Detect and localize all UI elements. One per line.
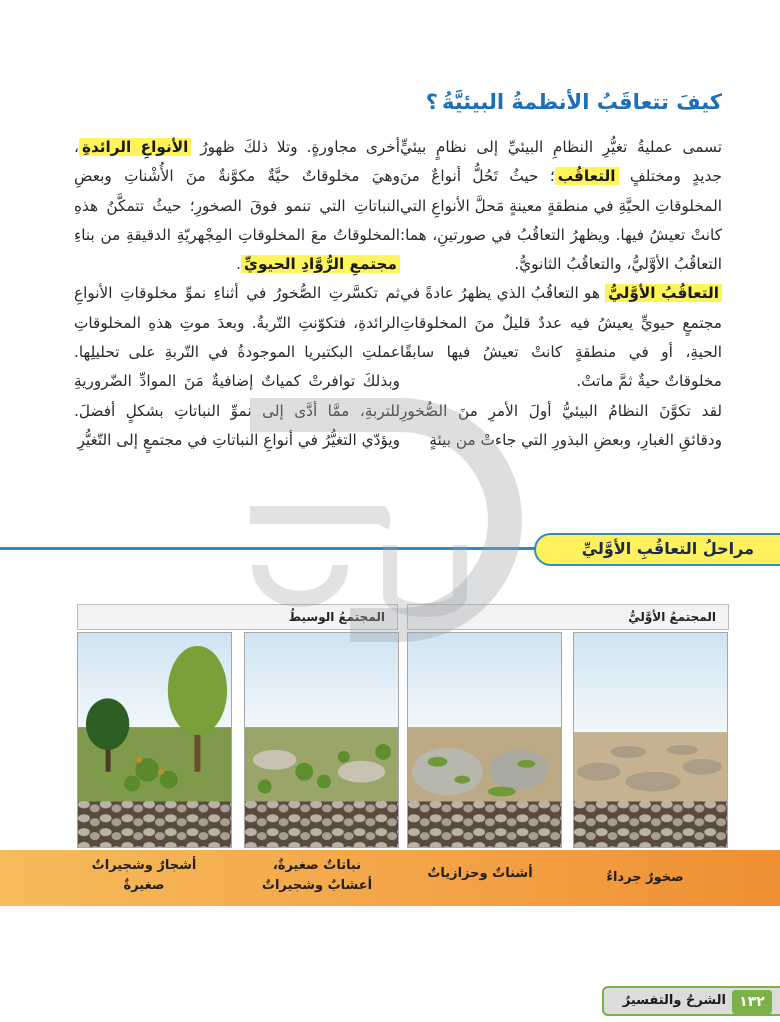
paragraph [74,279,400,455]
text-run: ثم تكسَّرتِ الصُّخورُ في أثناءِ نموِّ مخلوقاتِ الأنواعِ الرائدةِ، فتكوّنتِ التّربةُ. وبعدَ موتِ هذهِ المخلوقاتِ عملتِ البكتيريا الموجودةُ في التّربةِ على تحليلِها. وبذلكَ توافرتْ كمياتٌ إضافيةٌ مَنَ الموادِّ الضّروريةِ للتربةِ، ممَّا أدَّى إلى نموِّ النباتاتِ بشكلٍ أفضلَ. ويؤدّي التغيُّرُ في أنواعِ النباتاتِ في مجتمعٍ إلى التّغيُّرِ [74,284,400,449]
highlighted-term: التعاقُبُ الأوَّليُّ [605,284,722,302]
section-title-banner [534,533,780,566]
text-run: تسمى عمليةُ تغيُّرِ النظامِ البيئيِّ إلى نظامٍ بيئيٍّ جديدٍ ومختلفٍ [400,138,722,186]
stage-caption-lichens-mosses [420,864,540,884]
heading-question-mark: ؟ [425,90,438,114]
caption-line: نباتاتٌ صغيرةٌ، [272,858,362,873]
section-divider-line [0,547,560,550]
text-run: هو التعاقُبُ الذي يظهرُ عادةً في مجتمعٍ حيويٍّ يعيشُ فيه عددٌ قليلٌ منَ المخلوقاتِ الحيةِ، أو في منطقةٍ كانتْ تعيشُ فيها سابقًا مخلوقاتٌ حيةٌ ثمَّ ماتتْ. [400,284,722,391]
text-run: ، وهيَ مخلوقاتٌ حيَّةٌ مكوَّنةٌ منَ الأُشْناتِ وبعضِ النباتاتِ التي تنمو فوقَ الصخورِ؛ حيثُ تتمكَّنُ هذهِ المخلوقاتُ معَ المخلوقاتِ المِجْهريّةِ الدقيقةِ من بناءِ [74,138,400,244]
paragraph [400,397,722,456]
text-run: لقد تكوَّنَ النظامُ البيئيُّ أولَ الأمرِ منَ الصُّخورِ ودقائقِ الغبارِ، وبعضِ البذورِ التي جاءتْ من بيئةٍ [400,401,722,449]
text-run: . [236,255,241,274]
intermediate-community-label [77,604,398,630]
stage-illustration-bare-rocks [573,632,728,848]
caption-line: أعشابٌ وشجيراتٌ [261,878,373,893]
section-title: مراحلُ التعاقُبِ الأوَّليِّ [581,539,754,558]
paragraph [400,279,722,396]
footer-title: الشرحُ والتفسيرُ [622,993,726,1008]
text-column-right [400,133,722,455]
stage-illustration-small-plants [244,632,399,848]
page-footer [602,986,780,1016]
paragraph [74,133,400,279]
pioneer-community-label [407,604,729,630]
highlighted-term: الأنواعِ الرائدةِ [79,138,191,156]
section-heading [426,90,722,114]
pioneer-community-label-text: المجتمعُ الأوَّليُّ [628,610,716,624]
page-number: ١٣٢ [732,990,772,1014]
caption-line: صخورٌ جرداءُ [606,870,684,885]
intermediate-community-label-text: المجتمعُ الوسيطُ [288,610,385,624]
caption-line: أشناتٌ وحزازياتٌ [427,866,533,881]
stage-caption-bare-rocks [600,868,690,888]
text-column-left [74,133,400,455]
highlighted-term: مجتمعِ الرُّوَّادِ الحيويِّ [241,255,400,273]
stage-caption-small-plants [252,856,382,896]
text-run: أخرى مجاورةٍ. وتلا ذلكَ ظهورُ [191,138,400,156]
text-run: ؛ حيثُ تَحُلُّ أنواعٌ منَ المخلوقاتِ الحيَّةِ في منطقةٍ معينةٍ مَحلَّ الأنواعِ التي كانتْ تعيشُ فيها. ويظهرُ التعاقُبُ في صورتينِ، هما: التعاقُبُ الأوَّليُّ، والتعاقُبُ الثانويُّ. [400,167,722,274]
highlighted-term: التعاقُب [555,167,619,185]
caption-line: أشجارٌ وشجيراتٌ [91,858,197,873]
stage-illustration-lichens-mosses [407,632,562,848]
stage-illustration-trees-shrubs [77,632,232,848]
stage-caption-trees-shrubs [84,856,204,896]
caption-line: صغيرةٌ [123,878,165,893]
paragraph [400,133,722,279]
heading-text: كيفَ تتعاقَبُ الأنظمةُ البيئيَّةُ [441,90,722,114]
